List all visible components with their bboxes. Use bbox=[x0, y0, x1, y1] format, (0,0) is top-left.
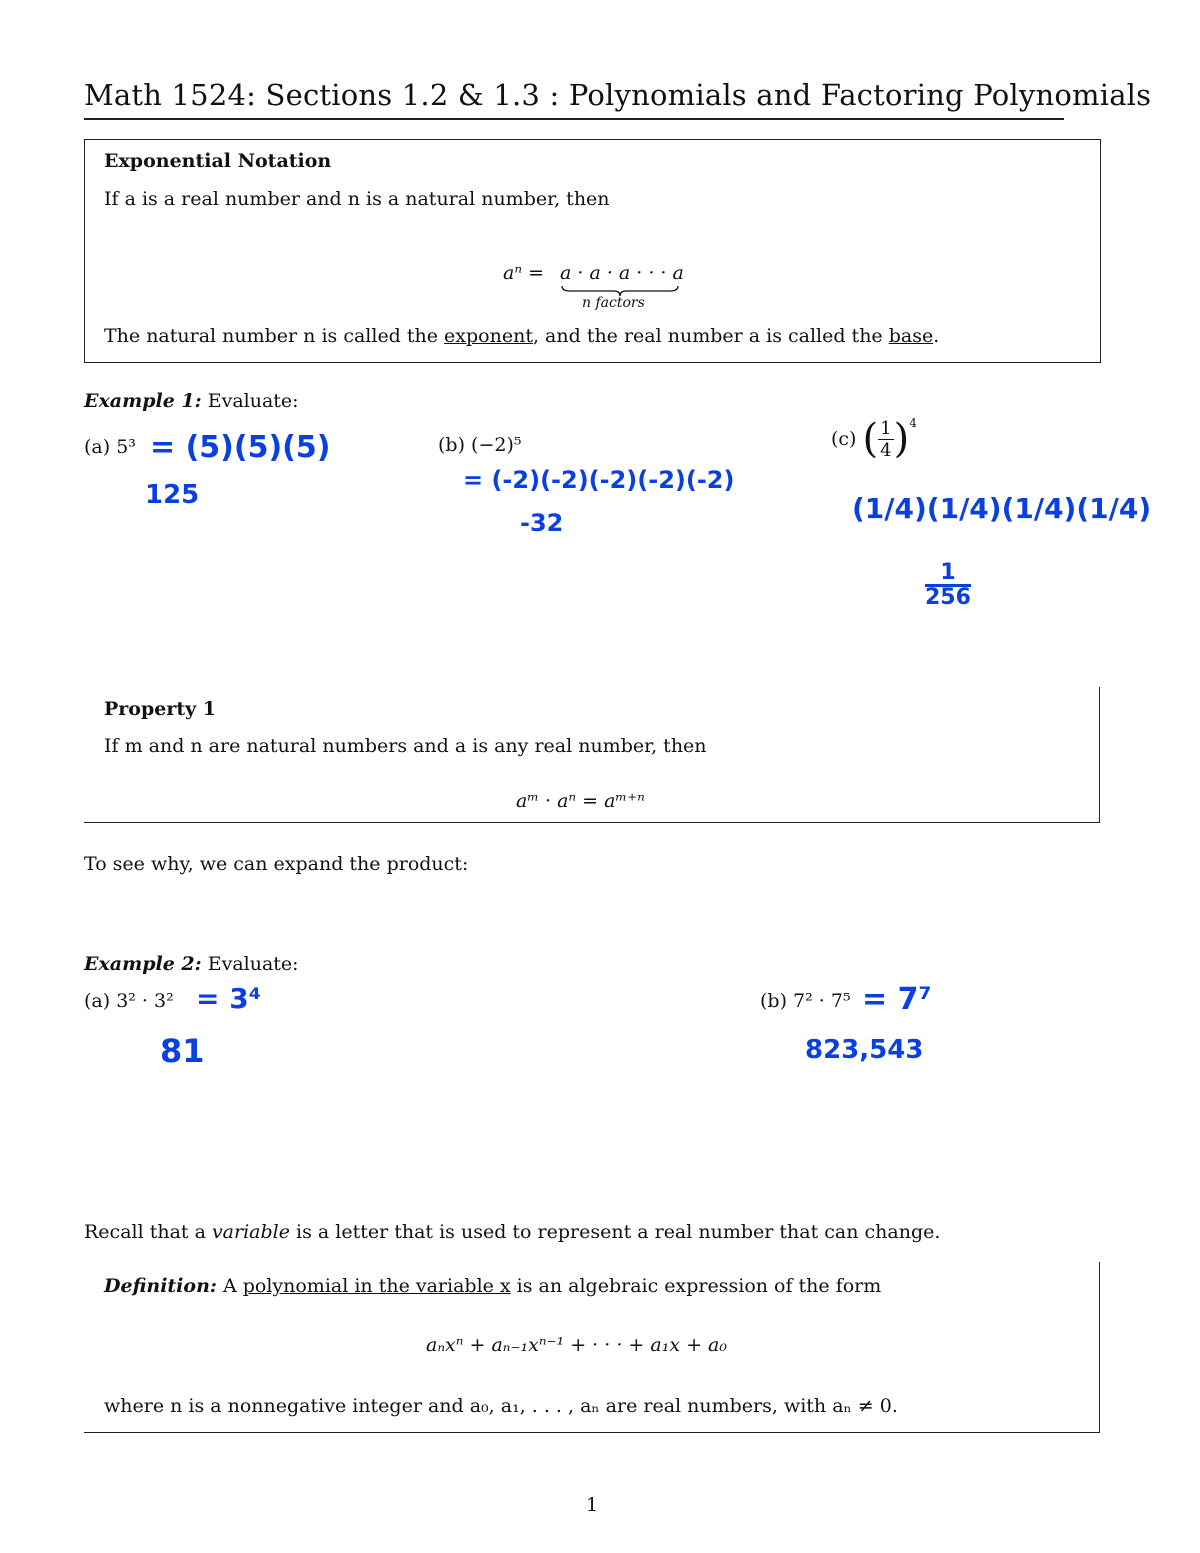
example2-heading bbox=[84, 953, 299, 975]
example1-c: (c) ( $\frac{1}{4}$ )$^4$ bbox=[831, 416, 917, 462]
hand-ex2a-line2: 81 bbox=[160, 1032, 205, 1070]
hand-ex2a-line1: = 3⁴ bbox=[196, 982, 261, 1015]
hand-ex1b-line2: -32 bbox=[520, 509, 564, 537]
exponent-term: exponent bbox=[444, 325, 533, 347]
fraction-one-quarter bbox=[878, 418, 893, 461]
page-title: Math 1524: Sections 1.2 & 1.3 : Polynomials and Factoring Polynomials bbox=[84, 78, 1064, 120]
definition-label: Definition: bbox=[104, 1275, 217, 1297]
page-number: 1 bbox=[586, 1494, 599, 1516]
hand-ex1c-line1: (1/4)(1/4)(1/4)(1/4) bbox=[852, 492, 1152, 525]
property1-formula: aᵐ · aⁿ = aᵐ⁺ⁿ bbox=[516, 790, 645, 812]
frac-num: 1 bbox=[880, 417, 892, 439]
definition-where: where n is a nonnegative integer and a₀, a₁, . . . , aₙ are real numbers, with aₙ ≠ 0. bbox=[104, 1395, 898, 1417]
example2-label: Example 2: bbox=[84, 953, 202, 975]
recall-post: is a letter that is used to represent a real number that can change. bbox=[290, 1221, 941, 1243]
frac-den: 4 bbox=[880, 439, 892, 461]
definition-text-a: A bbox=[222, 1275, 243, 1297]
recall-pre: Recall that a bbox=[84, 1221, 212, 1243]
expand-text: To see why, we can expand the product: bbox=[84, 853, 469, 875]
exp-heading: Exponential Notation bbox=[104, 150, 332, 172]
example2-b: (b) 7² · 7⁵ bbox=[760, 990, 851, 1012]
example2-a: (a) 3² · 3² bbox=[84, 990, 174, 1012]
hand-ex1a-line2: 125 bbox=[145, 480, 200, 510]
hand-frac-den: 256 bbox=[925, 585, 971, 610]
polynomial-formula: aₙxⁿ + aₙ₋₁xⁿ⁻¹ + · · · + a₁x + a₀ bbox=[426, 1334, 727, 1356]
exp-text2: , and the real number a is called the bbox=[532, 325, 889, 347]
exp-intro: If a is a real number and n is a natural number, then bbox=[104, 188, 610, 210]
hand-ex2b-line1: = 7⁷ bbox=[862, 982, 932, 1017]
exp-formula-lhs: aⁿ = bbox=[503, 262, 544, 284]
exp-text3: . bbox=[933, 325, 940, 347]
example1-prompt: Evaluate: bbox=[207, 390, 299, 412]
hand-ex2b-line2: 823,543 bbox=[805, 1035, 924, 1065]
recall-line bbox=[84, 1221, 940, 1243]
frac-exponent: 4 bbox=[909, 416, 917, 430]
hand-ex1a-line1: = (5)(5)(5) bbox=[150, 430, 331, 465]
hand-ex1b-line1: = (-2)(-2)(-2)(-2)(-2) bbox=[463, 466, 735, 494]
example1-label: Example 1: bbox=[84, 390, 202, 412]
example1-a: (a) 5³ bbox=[84, 436, 136, 458]
exp-definition-line bbox=[104, 325, 939, 347]
hand-frac-num: 1 bbox=[925, 562, 971, 587]
property1-intro: If m and n are natural numbers and a is any real number, then bbox=[104, 735, 707, 757]
hand-ex1c-fraction bbox=[925, 562, 971, 609]
variable-term: variable bbox=[211, 1221, 290, 1243]
exp-formula-rhs: a · a · a · · · a bbox=[560, 262, 684, 284]
polynomial-term: polynomial in the variable x bbox=[242, 1275, 511, 1297]
exp-text1: The natural number n is called the bbox=[104, 325, 445, 347]
example1-b: (b) (−2)⁵ bbox=[438, 434, 522, 456]
example1-heading bbox=[84, 390, 299, 412]
example2-prompt: Evaluate: bbox=[207, 953, 299, 975]
brace-label: n factors bbox=[582, 295, 645, 311]
definition-text-b: is an algebraic expression of the form bbox=[510, 1275, 882, 1297]
example1-c-prefix: (c) bbox=[831, 428, 857, 450]
base-term: base bbox=[888, 325, 934, 347]
property1-heading: Property 1 bbox=[104, 698, 217, 720]
definition-line bbox=[104, 1275, 881, 1297]
